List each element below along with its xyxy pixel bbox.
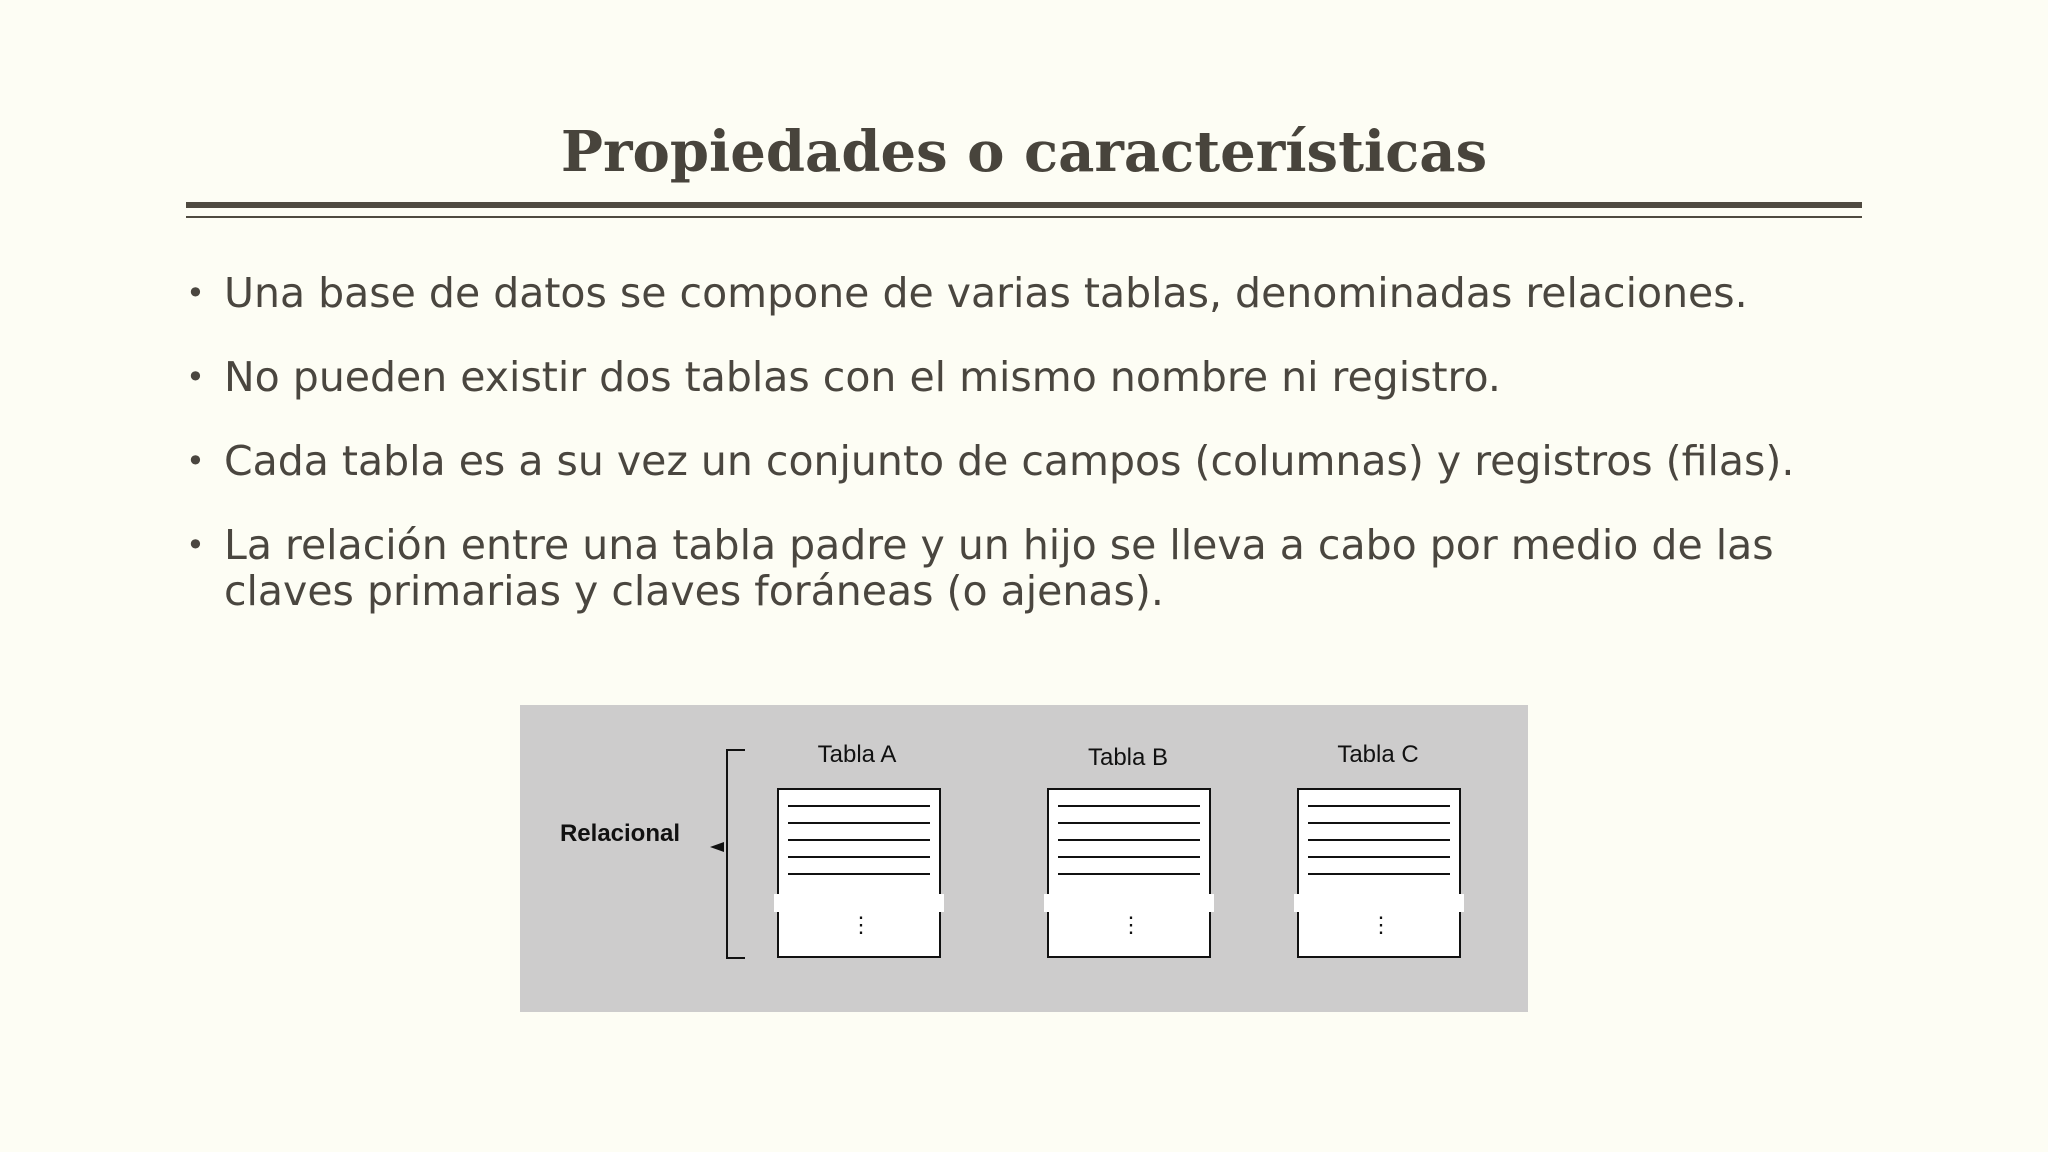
relational-label: Relacional [559,820,681,847]
ellipsis-icon: ⋮ [1120,912,1142,937]
table-c-label: Tabla C [1337,741,1419,768]
bracket-arrow-icon [710,842,724,852]
bullet-dot: • [186,442,205,480]
bullet-dot: • [186,358,205,396]
table-b [1044,744,1214,957]
bullet-text: Una base de datos se compone de varias tablas, denominadas relaciones. [224,269,1748,317]
relational-diagram [520,705,1528,1012]
title-rule-thick [186,202,1862,208]
bullet-item [186,270,1862,316]
bullet-text: Cada tabla es a su vez un conjunto de campos (columnas) y registros (filas). [224,437,1795,485]
table-a [774,741,944,957]
table-b-label: Tabla B [1087,744,1169,771]
bracket [727,750,745,958]
bullet-item [186,522,1862,614]
bullet-dot: • [186,526,205,564]
bullet-item [186,354,1862,400]
bullet-dot: • [186,274,205,312]
table-a-label: Tabla A [817,741,897,768]
relational-diagram-svg [520,705,1528,1012]
title-rule-thin [186,216,1862,218]
ellipsis-icon: ⋮ [850,912,872,937]
ellipsis-icon: ⋮ [1370,912,1392,937]
table-c [1294,741,1464,957]
bullet-text: No pueden existir dos tablas con el mismo nombre ni registro. [224,353,1501,401]
bullet-text: La relación entre una tabla padre y un hijo se lleva a cabo por medio de las claves primarias y claves foráneas (o ajenas). [224,521,1774,615]
slide-title: Propiedades o características [560,119,1488,185]
bullet-list [186,270,1862,652]
bullet-item [186,438,1862,484]
